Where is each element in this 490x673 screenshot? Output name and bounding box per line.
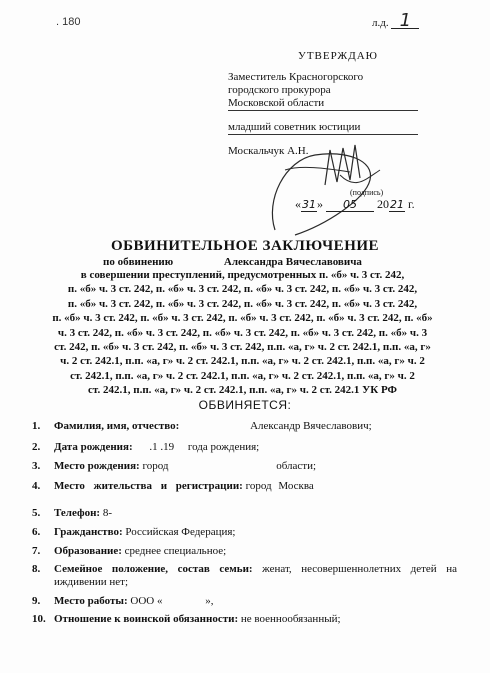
charge-line: в совершении преступлений, предусмотренных п. «б» ч. 3 ст. 242, <box>80 269 405 281</box>
charge-line: п. «б» ч. 3 ст. 242, п. «б» ч. 3 ст. 242, п. «б» ч. 3 ст. 242, п. «б» ч. 3 ст. 242, <box>67 283 418 296</box>
date-open-quote: « <box>295 197 301 211</box>
item-value: ООО « <box>130 595 163 607</box>
sheet-marker <box>372 10 419 31</box>
charges-list <box>30 268 455 398</box>
charge-line: ч. 3 ст. 242, п. «б» ч. 3 ст. 242, п. «б» ч. 3 ст. 242, п. «б» ч. 3 ст. 242, п. «б» ч. 3 <box>57 326 428 339</box>
item-value: Александр Вячеславович; <box>250 420 372 432</box>
item-label: Образование: <box>54 545 122 557</box>
item-number: 6. <box>32 526 41 538</box>
item-value: город Москва <box>245 480 314 492</box>
charge-line: ст. 242.1, п.п. «а, г» ч. 2 ст. 242.1, п.п. «а, г» ч. 2 ст. 242.1 УК РФ <box>88 384 397 397</box>
document-title: ОБВИНИТЕЛЬНОЕ ЗАКЛЮЧЕНИЕ <box>110 238 380 254</box>
item-label: Отношение к воинской обязанности: <box>54 613 239 625</box>
item-label: Семейное положение, состав семьи: <box>54 563 253 575</box>
date-month: 05 <box>326 198 374 212</box>
item-number: 2. <box>32 441 41 453</box>
item-number: 3. <box>32 460 41 472</box>
sheet-label: л.д. <box>372 17 389 29</box>
charge-line: ст. 242.1, п.п. «а, г» ч. 2 ст. 242.1, п.п. «а, г» ч. 2 ст. 242.1, п.п. «а, г» ч. 2 <box>70 369 415 382</box>
approval-position-line: городского прокурора <box>228 84 331 96</box>
item-label: Место работы: <box>54 595 128 607</box>
charge-line: п. «б» ч. 3 ст. 242, п. «б» ч. 3 ст. 242, п. «б» ч. 3 ст. 242, п. «б» ч. 3 ст. 242, <box>67 297 418 310</box>
approval-date <box>295 197 415 212</box>
item-value: среднее специальное; <box>124 545 227 557</box>
item-number: 8. <box>32 563 41 575</box>
item-value: 8- <box>102 507 113 519</box>
date-year-prefix: 20 <box>377 197 389 211</box>
date-year: 21 <box>390 198 404 211</box>
item-value: город <box>142 460 169 472</box>
charge-line: ст. 242, п. «б» ч. 3 ст. 242, п. «б» ч. 3 ст. 242, п.п. «а, г» ч. 2 ст. 242.1, п.п. «а, г» <box>54 341 431 354</box>
item-label: Место рождения: <box>54 460 140 472</box>
item-label: Место жительства и регистрации: <box>54 480 243 492</box>
accusation-line <box>103 256 362 268</box>
item-label: Телефон: <box>54 507 101 519</box>
approval-rank: младший советник юстиции <box>228 121 418 135</box>
accused-name: Александра Вячеславовича <box>223 256 362 268</box>
item-value: Российская Федерация; <box>125 526 236 538</box>
charge-line: ч. 2 ст. 242.1, п.п. «а, г» ч. 2 ст. 242.1, п.п. «а, г» ч. 2 ст. 242.1, п.п. «а, г» ч. 2 <box>60 355 425 368</box>
item-number: 5. <box>32 507 41 519</box>
date-close-quote: » <box>317 197 323 211</box>
item-label: Гражданство: <box>54 526 123 538</box>
handwritten-signature <box>255 130 395 240</box>
approval-position-line: Московской области <box>228 97 418 111</box>
date-day: 31 <box>302 198 316 211</box>
item-value: .1 .19 года рождения; <box>149 441 260 453</box>
item-number: 1. <box>32 420 41 432</box>
item-value: не военнообязанный; <box>240 613 341 625</box>
item-value: женат, несовершеннолетних детей на иждивении нет; <box>54 563 457 588</box>
item-value-2: », <box>205 595 214 607</box>
approval-title: УТВЕРЖДАЮ <box>298 50 378 62</box>
case-reference: . 180 <box>56 16 81 28</box>
sheet-number: 1 <box>391 14 419 29</box>
signature-caption: (подпись) <box>350 188 384 197</box>
approval-position-line: Заместитель Красногорского <box>228 71 364 83</box>
charge-line: п. «б» ч. 3 ст. 242, п. «б» ч. 3 ст. 242, п. «б» ч. 3 ст. 242, п. «б» ч. 3 ст. 242, п. «б» <box>52 312 433 325</box>
item-number: 9. <box>32 595 41 607</box>
item-number: 7. <box>32 545 41 557</box>
item-label: Фамилия, имя, отчество: <box>54 420 180 432</box>
approval-name: Москальчук А.Н. <box>228 145 309 157</box>
item-number: 4. <box>32 480 41 492</box>
by-accusation-label: по обвинению <box>103 256 174 268</box>
item-value-2: области; <box>276 460 317 472</box>
item-label: Дата рождения: <box>54 441 133 453</box>
accused-heading: ОБВИНЯЕТСЯ: <box>198 398 292 412</box>
date-year-suffix: г. <box>408 197 415 211</box>
item-number: 10. <box>32 613 46 625</box>
